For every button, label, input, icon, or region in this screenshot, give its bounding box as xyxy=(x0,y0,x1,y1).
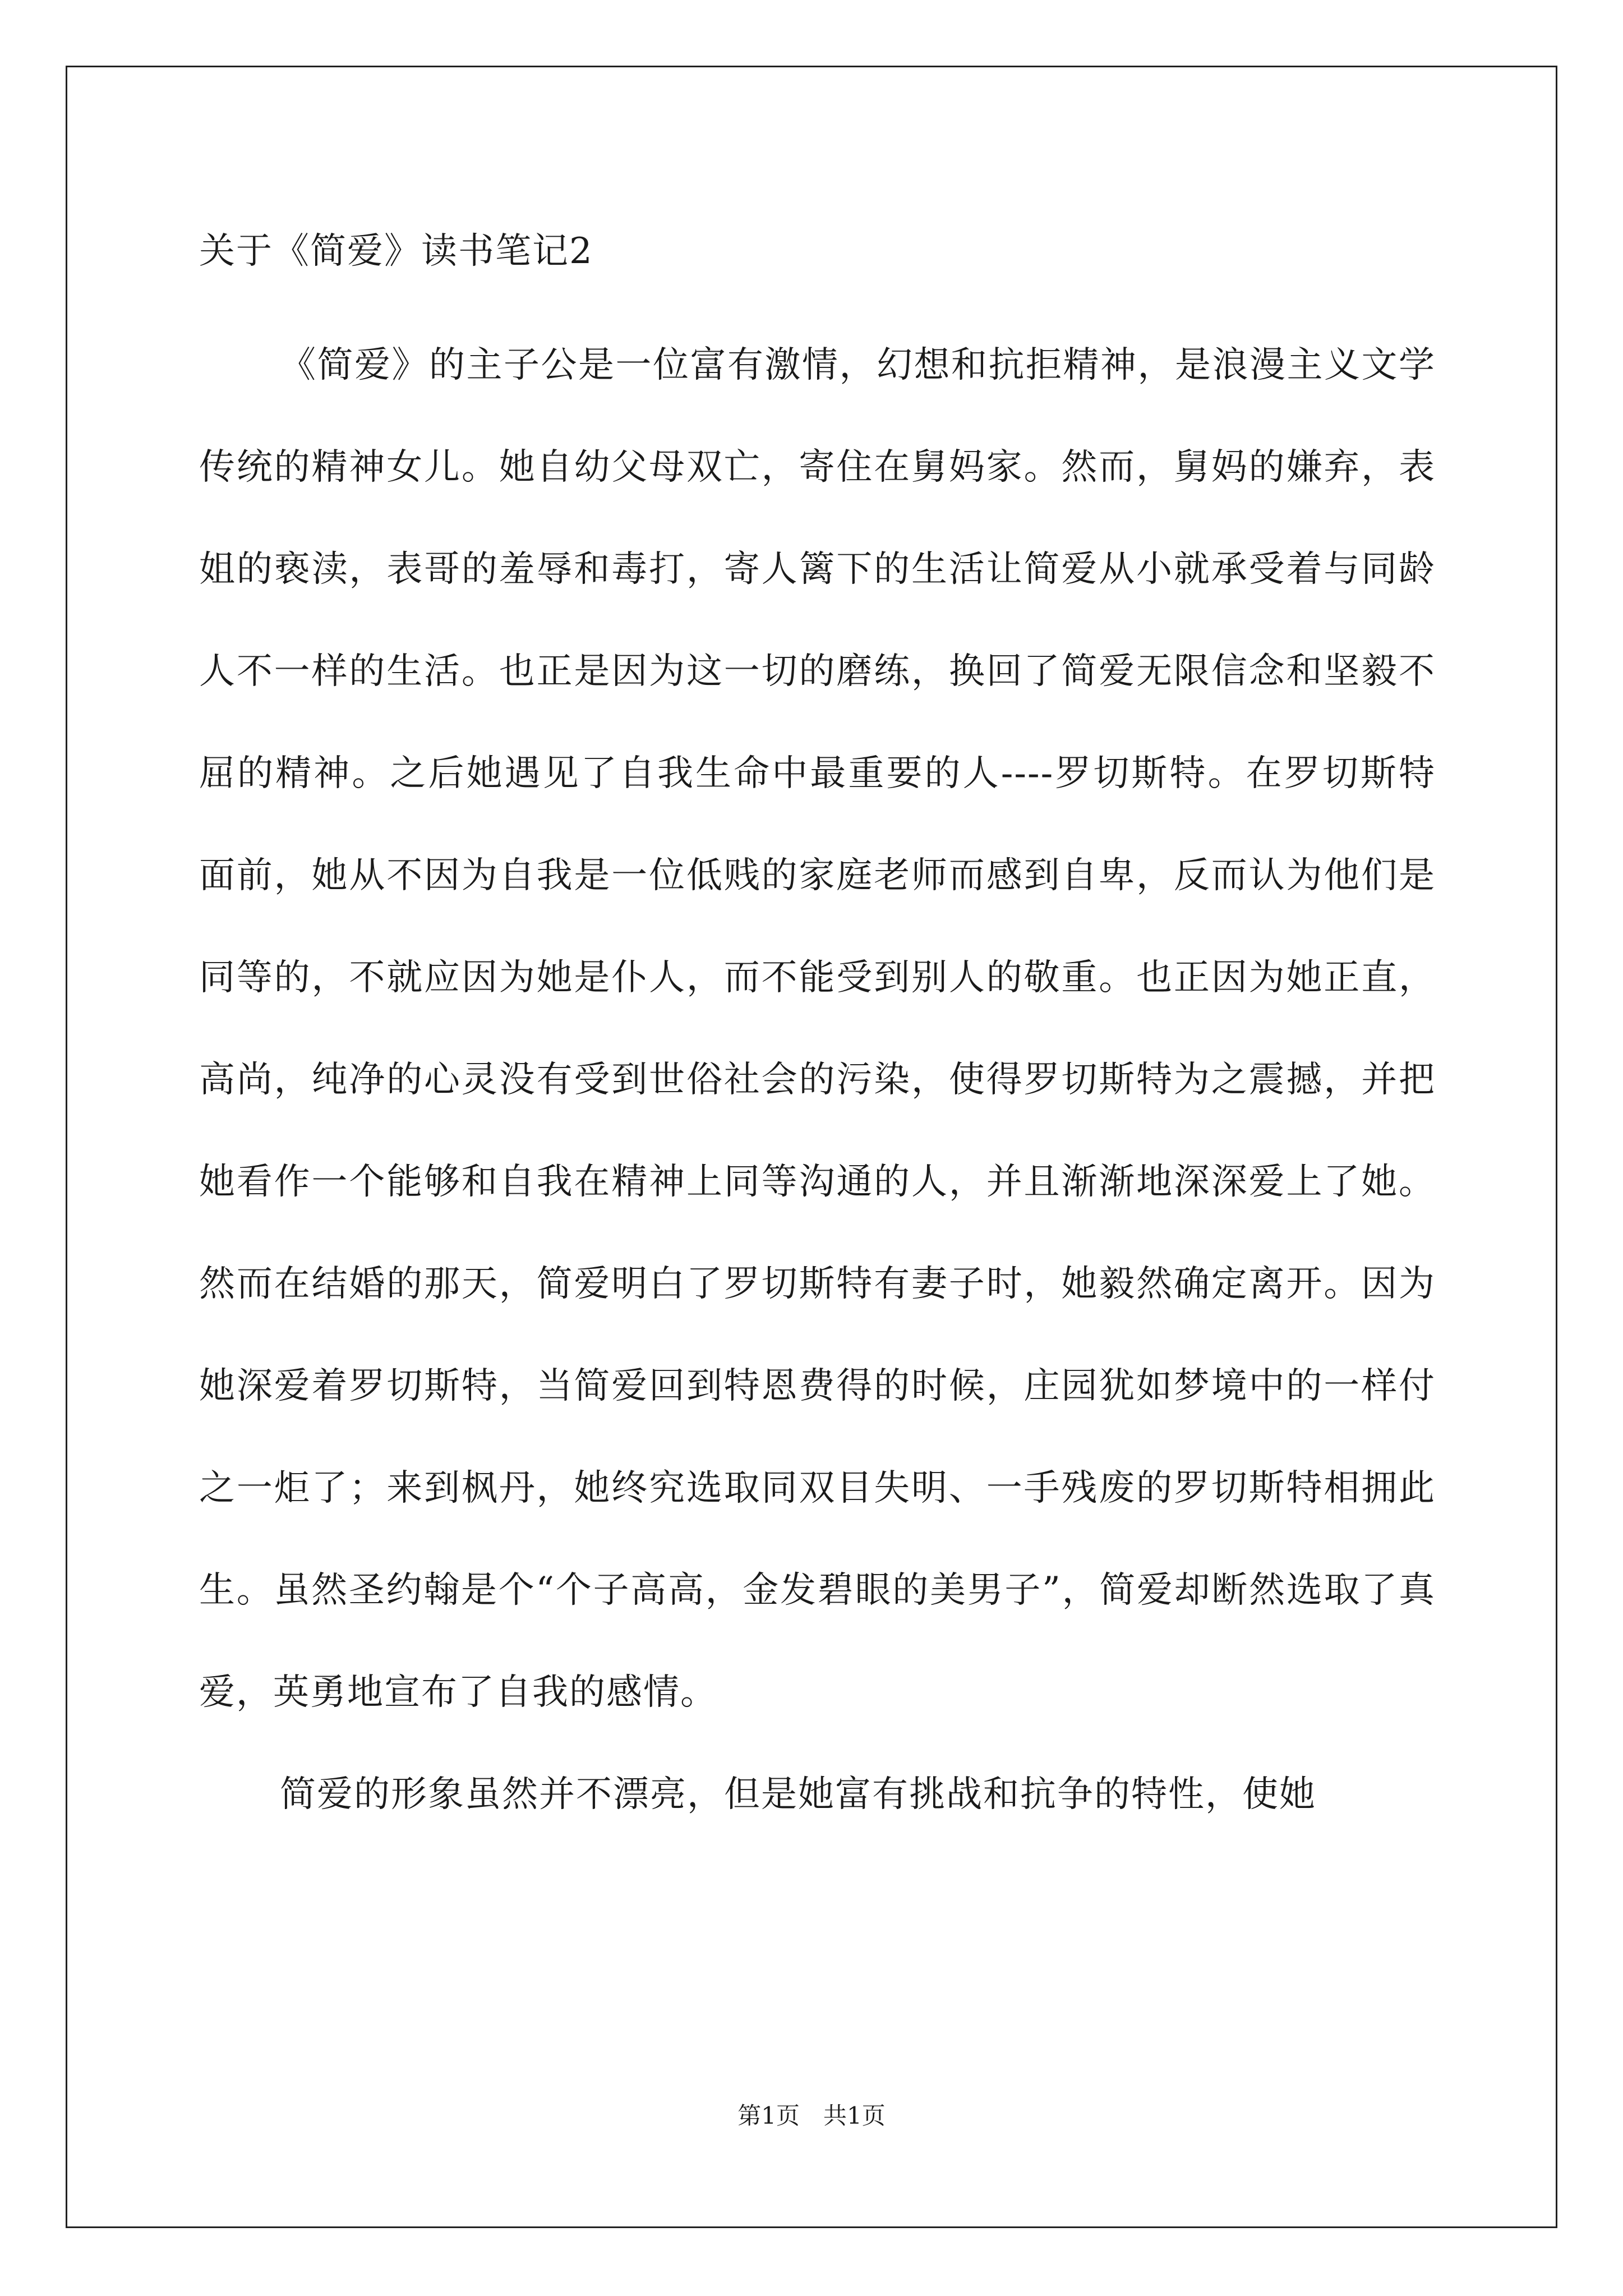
paragraph-2: 简爱的形象虽然并不漂亮，但是她富有挑战和抗争的特性，使她 xyxy=(280,1774,1316,1815)
paragraph-1: 《简爱》的主子公是一位富有激情，幻想和抗拒精神，是浪漫主义文学传统的精神女儿。她自幼父母双亡，寄住在舅妈家。然而，舅妈的嫌弃，表姐的亵渎，表哥的羞辱和毒打，寄人篱下的生活让简爱从小就承受着与同龄人不一样的生活。也正是因为这一切的磨练，换回了简爱无限信念和坚毅不屈的精神。之后她遇见了自我生命中最重要的人----罗切斯特。在罗切斯特面前，她从不因为自我是一位低贱的家庭老师而感到自卑，反而认为他们是同等的，不就应因为她是仆人，而不能受到别人的敬重。也正因为她正直，高尚，纯净的心灵没有受到世俗社会的污染，使得罗切斯特为之震撼，并把她看作一个能够和自我在精神上同等沟通的人，并且渐渐地深深爱上了她。然而在结婚的那天，简爱明白了罗切斯特有妻子时，她毅然确定离开。因为她深爱着罗切斯特，当简爱回到特恩费得的时候，庄园犹如梦境中的一样付之一炬了；来到枫丹，她终究选取同双目失明、一手残废的罗切斯特相拥此生。虽然圣约翰是个“个子高高，金发碧眼的美男子”，简爱却断然选取了真爱，英勇地宣布了自我的感情。 xyxy=(199,344,1436,1713)
page-number-footer: 第1页 共1页 xyxy=(737,2102,886,2129)
document-body xyxy=(199,223,1436,1846)
document-title: 关于《简爱》读书笔记2 xyxy=(199,231,593,272)
